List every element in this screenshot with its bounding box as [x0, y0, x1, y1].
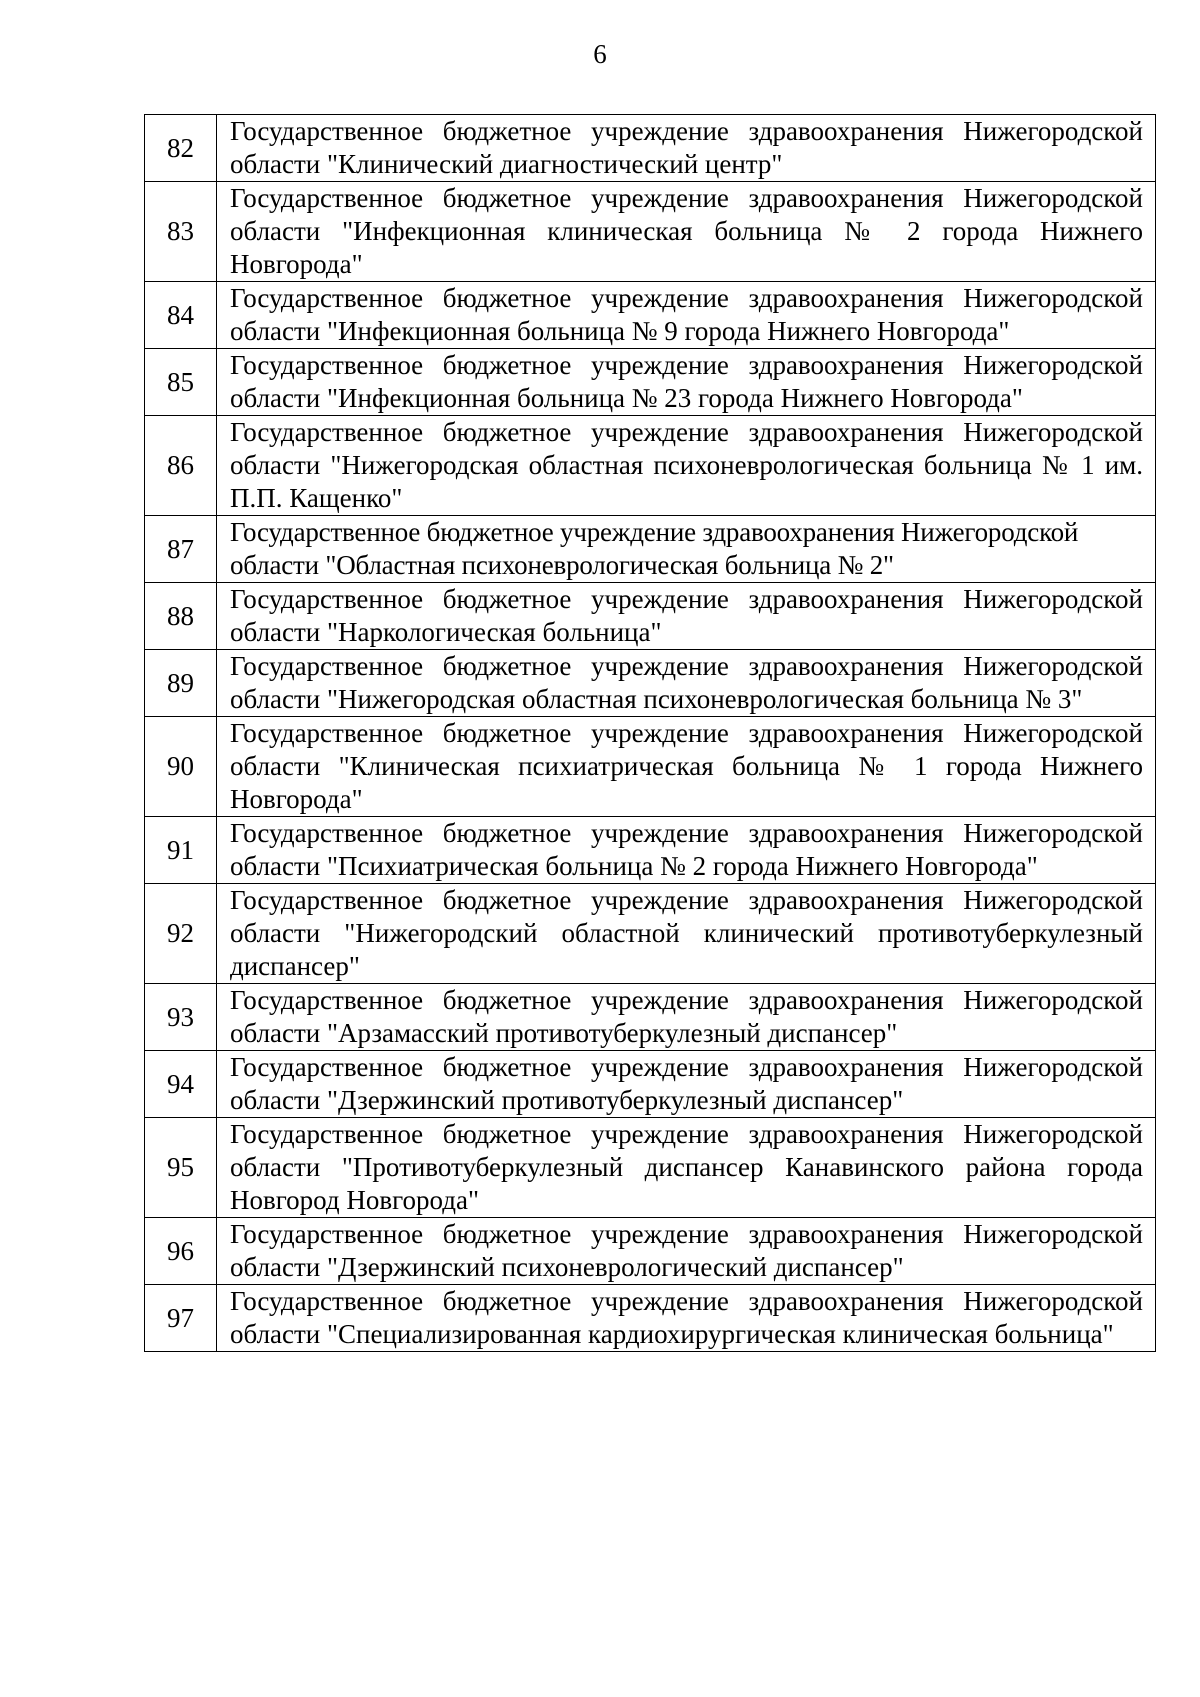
row-number: 88 [145, 583, 217, 650]
institution-name: Государственное бюджетное учреждение здравоохранения Нижегородской области "Нижегородская областная психоневрологическая больница № 1 им. П.П. Кащенко" [217, 416, 1156, 516]
table-row [145, 349, 1156, 416]
row-number: 97 [145, 1285, 217, 1352]
institution-name: Государственное бюджетное учреждение здравоохранения Нижегородской области "Инфекционная клиническая больница № 2 города Нижнего Новгорода" [217, 182, 1156, 282]
institution-name: Государственное бюджетное учреждение здравоохранения Нижегородской области "Психиатрическая больница № 2 города Нижнего Новгорода" [217, 817, 1156, 884]
institution-name: Государственное бюджетное учреждение здравоохранения Нижегородской области "Арзамасский противотуберкулезный диспансер" [217, 984, 1156, 1051]
institution-name: Государственное бюджетное учреждение здравоохранения Нижегородской области "Нижегородская областная психоневрологическая больница № 3" [217, 650, 1156, 717]
row-number: 95 [145, 1118, 217, 1218]
table-row [145, 1118, 1156, 1218]
page-number: 6 [593, 39, 607, 69]
institution-name: Государственное бюджетное учреждение здравоохранения Нижегородской области "Клиническая психиатрическая больница № 1 города Нижнего Новгорода" [217, 717, 1156, 817]
row-number: 93 [145, 984, 217, 1051]
table-row [145, 884, 1156, 984]
table-row [145, 282, 1156, 349]
institution-name: Государственное бюджетное учреждение здравоохранения Нижегородской области "Наркологическая больница" [217, 583, 1156, 650]
table-row [145, 1285, 1156, 1352]
row-number: 86 [145, 416, 217, 516]
row-number: 85 [145, 349, 217, 416]
institution-name-text: Государственное бюджетное учреждение здравоохранения Нижегородской области "Областная психоневрологическая больница № 2" [230, 517, 1079, 580]
table-row [145, 516, 1156, 583]
row-number: 91 [145, 817, 217, 884]
row-number: 96 [145, 1218, 217, 1285]
institution-name: Государственное бюджетное учреждение здравоохранения Нижегородской области "Дзержинский противотуберкулезный диспансер" [217, 1051, 1156, 1118]
institution-name: Государственное бюджетное учреждение здравоохранения Нижегородской области "Нижегородский областной клинический противотуберкулезный диспансер" [217, 884, 1156, 984]
table-row [145, 583, 1156, 650]
row-number: 83 [145, 182, 217, 282]
institution-name [217, 516, 1156, 583]
table-row [145, 1218, 1156, 1285]
table-row [145, 182, 1156, 282]
institution-name: Государственное бюджетное учреждение здравоохранения Нижегородской области "Дзержинский психоневрологический диспансер" [217, 1218, 1156, 1285]
institutions-table [144, 114, 1156, 1352]
institution-name: Государственное бюджетное учреждение здравоохранения Нижегородской области "Противотуберкулезный диспансер Канавинского района города Новгород Новгорода" [217, 1118, 1156, 1218]
institution-name: Государственное бюджетное учреждение здравоохранения Нижегородской области "Инфекционная больница № 23 города Нижнего Новгорода" [217, 349, 1156, 416]
row-number: 89 [145, 650, 217, 717]
row-number: 82 [145, 115, 217, 182]
table-row [145, 817, 1156, 884]
row-number: 94 [145, 1051, 217, 1118]
institution-name: Государственное бюджетное учреждение здравоохранения Нижегородской области "Инфекционная больница № 9 города Нижнего Новгорода" [217, 282, 1156, 349]
table-row [145, 984, 1156, 1051]
table-row [145, 1051, 1156, 1118]
institution-name: Государственное бюджетное учреждение здравоохранения Нижегородской области "Специализированная кардиохирургическая клиническая больница" [217, 1285, 1156, 1352]
institution-name: Государственное бюджетное учреждение здравоохранения Нижегородской области "Клинический диагностический центр" [217, 115, 1156, 182]
table-row [145, 115, 1156, 182]
row-number: 84 [145, 282, 217, 349]
table-row [145, 416, 1156, 516]
row-number: 90 [145, 717, 217, 817]
row-number: 87 [145, 516, 217, 583]
row-number: 92 [145, 884, 217, 984]
table-row [145, 650, 1156, 717]
table-row [145, 717, 1156, 817]
